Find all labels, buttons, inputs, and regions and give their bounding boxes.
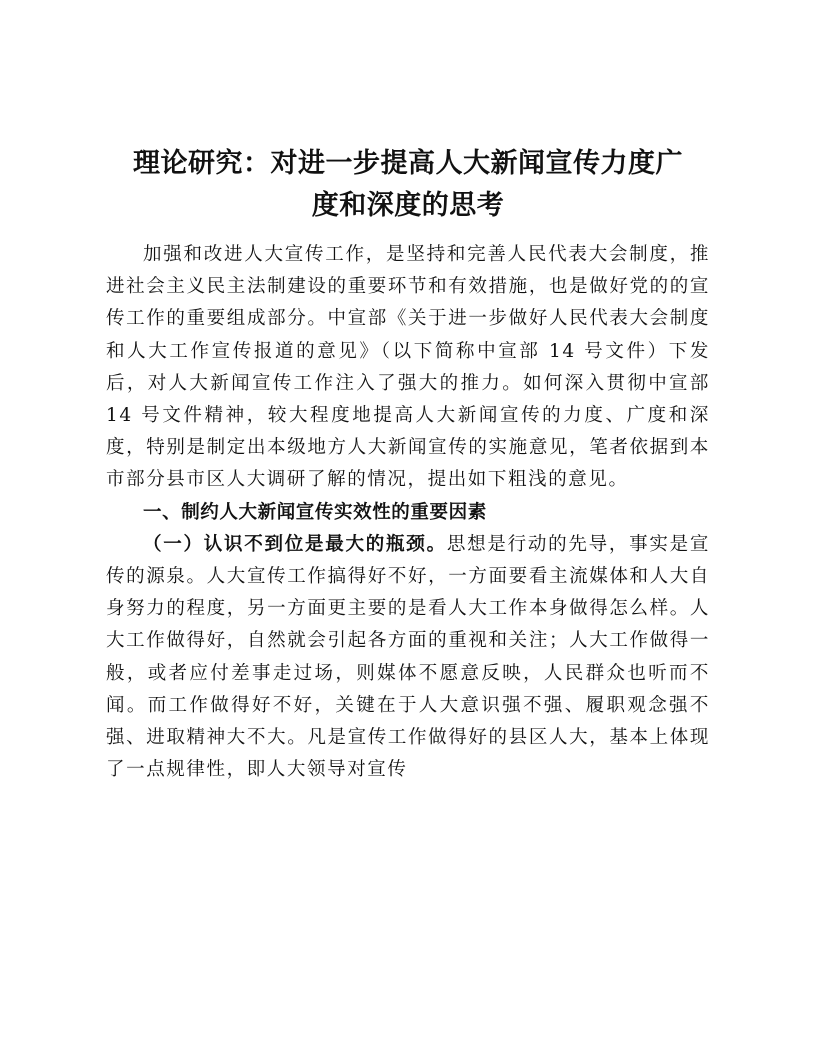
- document-content: [106, 143, 710, 786]
- document-title: [106, 143, 710, 227]
- intro-paragraph: 加强和改进人大宣传工作，是坚持和完善人民代表大会制度，推进社会主义民主法制建设的重要环节和有效措施，也是做好党的的宣传工作的重要组成部分。中宣部《关于进一步做好人民代表大会制度和人大工作宣传报道的意见》（以下简称中宣部 14 号文件）下发后，对人大新闻宣传工作注入了强大的推力。如何深入贯彻中宣部 14 号文件精神，较大程度地提高人大新闻宣传的力度、广度和深度，特别是制定出本级地方人大新闻宣传的实施意见，笔者依据到本市部分县市区人大调研了解的情况，提出如下粗浅的意见。: [106, 244, 710, 491]
- document-title-line-2: 度和深度的思考: [311, 190, 505, 221]
- section-1-heading: 一、制约人大新闻宣传实效性的重要因素: [143, 501, 487, 523]
- document-body: [106, 239, 710, 786]
- document-title-line-1: 理论研究：对进一步提高人大新闻宣传力度广: [133, 148, 683, 179]
- subsection-1-heading: （一）认识不到位是最大的瓶颈。: [143, 533, 447, 555]
- subsection-1-body: 思想是行动的先导，事实是宣传的源泉。人大宣传工作搞得好不好，一方面要看主流媒体和人大自身努力的程度，另一方面更主要的是看人大工作本身做得怎么样。人大工作做得好，自然就会引起各方面的重视和关注；人大工作做得一般，或者应付差事走过场，则媒体不愿意反映，人民群众也听而不闻。而工作做得好不好，关键在于人大意识强不强、履职观念强不强、进取精神大不大。凡是宣传工作做得好的县区人大，基本上体现了一点规律性，即人大领导对宣传: [106, 533, 710, 781]
- subsection-1-paragraph: [106, 529, 710, 787]
